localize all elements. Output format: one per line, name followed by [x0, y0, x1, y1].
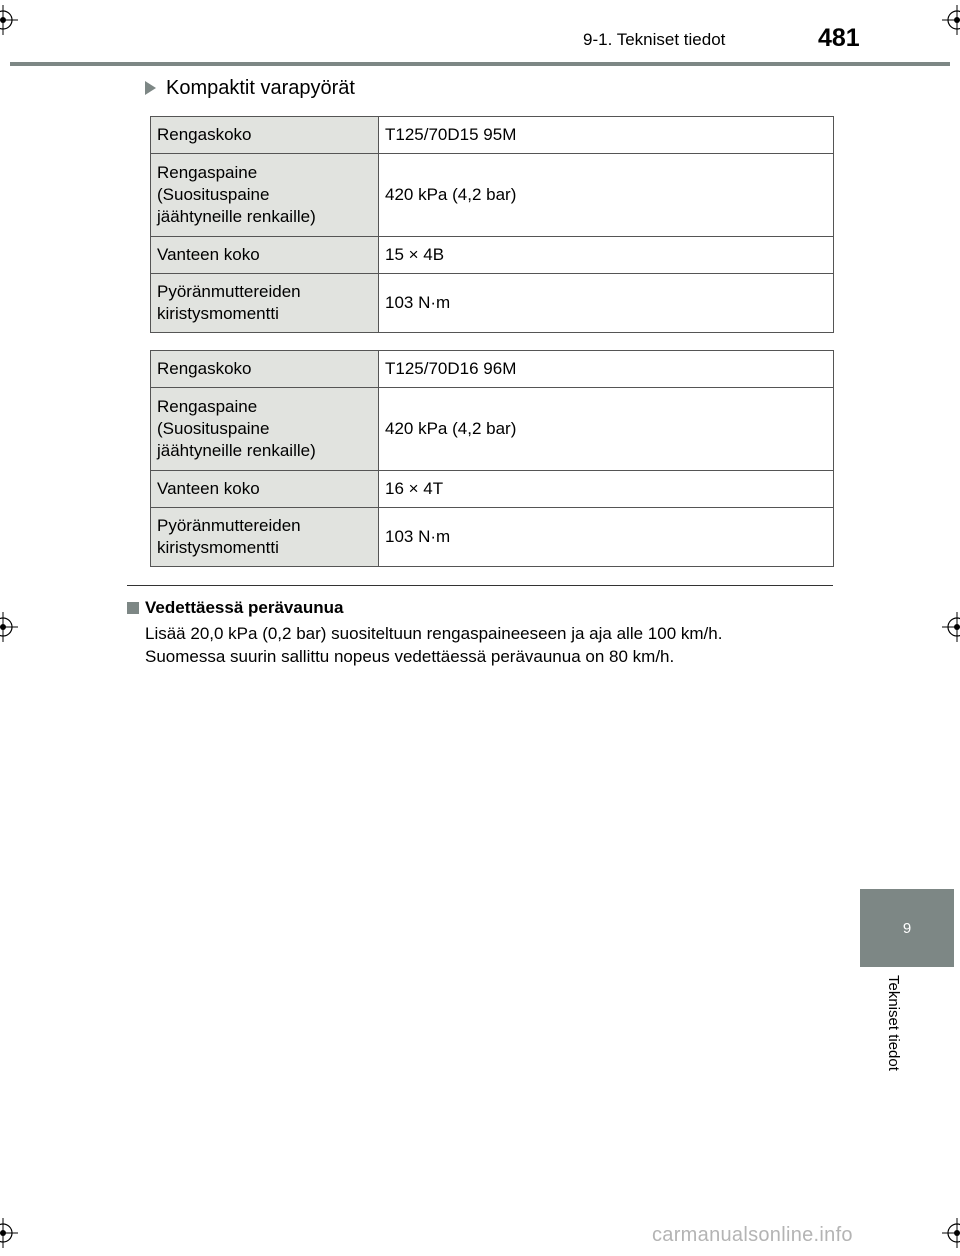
crop-mark-icon: [942, 5, 960, 35]
table-row: [151, 154, 834, 237]
cell-label-line: kiristysmomentti: [157, 538, 279, 557]
cell-label: [151, 508, 379, 567]
section-heading-text: Kompaktit varapyörät: [166, 77, 355, 99]
table-row: [151, 351, 834, 388]
cell-value: T125/70D15 95M: [379, 117, 834, 154]
note-body-line: Lisää 20,0 kPa (0,2 bar) suositeltuun rengaspaineeseen ja aja alle 100 km/h.: [145, 624, 723, 643]
crop-mark-icon: [0, 5, 18, 35]
cell-value: 16 × 4T: [379, 471, 834, 508]
cell-label-line: (Suosituspaine: [157, 185, 270, 204]
chapter-number: 9: [902, 919, 912, 937]
crop-mark-icon: [0, 612, 18, 642]
table-row: [151, 388, 834, 471]
cell-label: [151, 388, 379, 471]
cell-label-line: Pyöränmuttereiden: [157, 516, 301, 535]
note-heading: [127, 597, 343, 619]
cell-label-line: jäähtyneille renkaille): [157, 207, 316, 226]
triangle-bullet-icon: [145, 81, 156, 95]
cell-value: T125/70D16 96M: [379, 351, 834, 388]
cell-value: 420 kPa (4,2 bar): [379, 388, 834, 471]
section-heading: [145, 75, 355, 101]
cell-label: Rengaskoko: [151, 117, 379, 154]
cell-label: Vanteen koko: [151, 471, 379, 508]
cell-label-line: (Suosituspaine: [157, 419, 270, 438]
crop-mark-icon: [942, 612, 960, 642]
cell-label-line: Pyöränmuttereiden: [157, 282, 301, 301]
cell-label: [151, 154, 379, 237]
chapter-title: Tekniset tiedot: [885, 975, 902, 1071]
cell-value: 15 × 4B: [379, 237, 834, 274]
cell-value: 420 kPa (4,2 bar): [379, 154, 834, 237]
note-body-line: Suomessa suurin sallittu nopeus vedettäessä perävaunua on 80 km/h.: [145, 647, 675, 666]
table-row: [151, 117, 834, 154]
cell-value: 103 N·m: [379, 274, 834, 333]
cell-label: Rengaskoko: [151, 351, 379, 388]
cell-label-line: kiristysmomentti: [157, 304, 279, 323]
watermark: carmanualsonline.info: [652, 1224, 853, 1246]
note-heading-text: Vedettäessä perävaunua: [145, 598, 344, 617]
note-body: [145, 622, 845, 668]
table-row: [151, 237, 834, 274]
cell-label-line: jäähtyneille renkaille): [157, 441, 316, 460]
square-bullet-icon: [127, 602, 139, 614]
cell-label-line: Rengaspaine: [157, 163, 258, 182]
section-title: 9-1. Tekniset tiedot: [583, 30, 726, 49]
table-row: [151, 471, 834, 508]
spec-table-16in: [150, 350, 834, 567]
page-number: 481: [818, 24, 860, 52]
table-row: [151, 508, 834, 567]
cell-label: [151, 274, 379, 333]
cell-value: 103 N·m: [379, 508, 834, 567]
header-rule: [10, 62, 950, 66]
crop-mark-icon: [942, 1218, 960, 1248]
table-row: [151, 274, 834, 333]
crop-mark-icon: [0, 1218, 18, 1248]
cell-label-line: Rengaspaine: [157, 397, 258, 416]
cell-label: Vanteen koko: [151, 237, 379, 274]
section-divider: [127, 585, 833, 586]
chapter-tab: [860, 889, 954, 967]
spec-table-15in: [150, 116, 834, 333]
